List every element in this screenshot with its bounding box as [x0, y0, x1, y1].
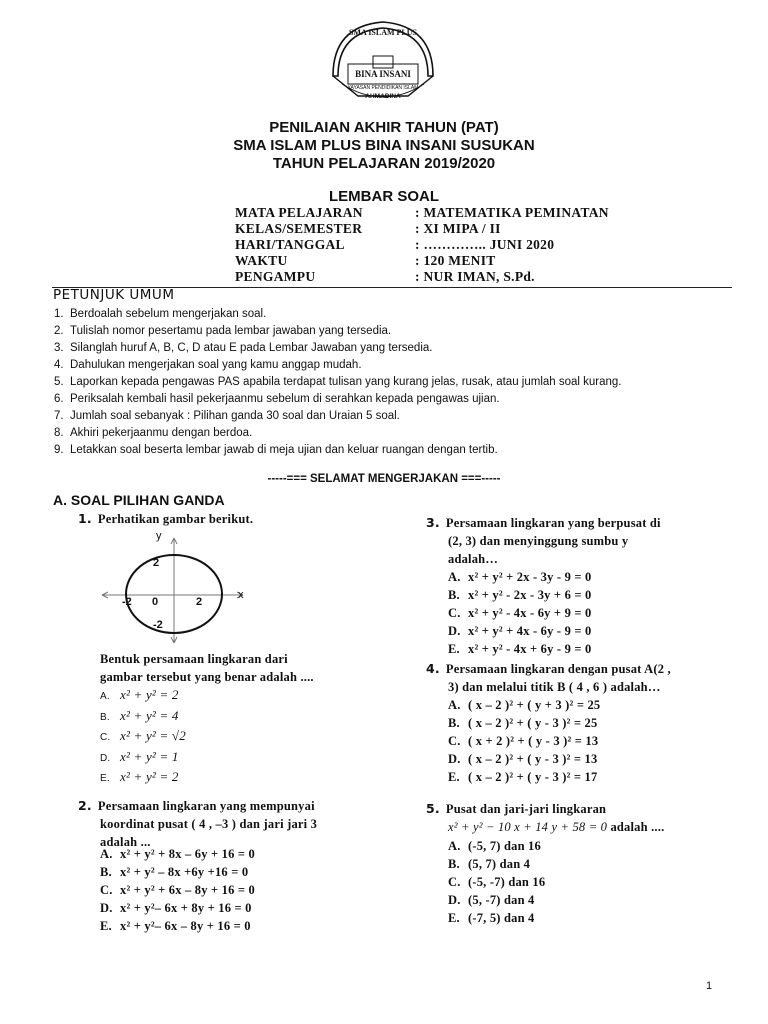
option-letter: A.: [448, 570, 461, 584]
option-letter: A.: [448, 698, 461, 712]
tick-y-pos: 2: [153, 557, 160, 569]
question-5: [426, 800, 664, 836]
instruction-item: [54, 359, 362, 371]
option[interactable]: [100, 748, 186, 769]
instruction-item: [54, 427, 252, 439]
logo-foundation-name: AHMADINA: [365, 93, 401, 100]
question-line: koordinat pusat ( 4 , –3 ) dan jari jari 3: [100, 817, 318, 831]
option[interactable]: [100, 845, 255, 863]
instruction-item: [54, 342, 432, 354]
option[interactable]: [100, 899, 255, 917]
option[interactable]: [448, 586, 591, 604]
option-letter: B.: [448, 857, 460, 871]
option-letter: D.: [100, 752, 111, 764]
option-letter: B.: [448, 588, 460, 602]
instruction-item: [54, 376, 622, 388]
question-3: [426, 514, 726, 568]
instruction-number: 5.: [54, 376, 64, 388]
instruction-text: Berdoalah sebelum mengerjakan soal.: [70, 308, 267, 320]
option-text: (-7, 5) dan 4: [468, 911, 535, 925]
instruction-number: 1.: [54, 308, 64, 320]
option-letter: E.: [100, 919, 112, 933]
option-letter: D.: [448, 893, 461, 907]
option[interactable]: [448, 604, 591, 622]
instruction-text: Silanglah huruf A, B, C, D atau E pada Lembar Jawaban yang tersedia.: [70, 342, 433, 354]
option[interactable]: [448, 855, 545, 873]
option-text: x² + y² = 1: [120, 748, 179, 764]
question-1-options: [100, 686, 186, 789]
instruction-number: 8.: [54, 427, 64, 439]
question-4: [426, 660, 671, 696]
option[interactable]: [100, 727, 186, 748]
option-text: x² + y²– 6x – 8y + 16 = 0: [120, 919, 251, 933]
option-letter: D.: [448, 752, 461, 766]
question-number: 4.: [426, 661, 440, 676]
question-line: (2, 3) dan menyinggung sumbu y: [448, 534, 629, 548]
info-label: MATA PELAJARAN: [235, 205, 363, 220]
option-letter: C.: [100, 883, 113, 897]
instructions-heading: PETUNJUK UMUM: [53, 287, 175, 303]
option-letter: C.: [100, 732, 111, 743]
option-letter: E.: [448, 911, 460, 925]
instruction-number: 3.: [54, 342, 64, 354]
tick-x-neg: -2: [122, 596, 132, 608]
info-label: PENGAMPU: [235, 269, 316, 284]
option[interactable]: [448, 732, 600, 750]
option[interactable]: [100, 917, 255, 935]
question-prompt: Perhatikan gambar berikut.: [97, 512, 254, 526]
exam-title: PENILAIAN AKHIR TAHUN (PAT): [269, 119, 499, 136]
instruction-item: [54, 325, 391, 337]
option-text: x² + y² - 4x + 6y - 9 = 0: [468, 642, 592, 656]
option-text: (5, -7) dan 4: [468, 893, 535, 907]
option-text: x² + y² - 4x - 6y + 9 = 0: [468, 606, 592, 620]
instruction-number: 6.: [54, 393, 64, 405]
question-5-options: [448, 837, 545, 927]
option-letter: B.: [100, 711, 110, 723]
instruction-number: 7.: [54, 410, 64, 422]
option-text: x² + y² = 4: [120, 707, 179, 723]
info-value: : XI MIPA / II: [415, 221, 501, 236]
instruction-number: 4.: [54, 359, 64, 371]
instruction-text: Periksalah kembali hasil pekerjaanmu sebelum di serahkan kepada pengawas ujian.: [70, 393, 500, 405]
info-value: : ………….. JUNI 2020: [415, 237, 555, 252]
option-text: ( x – 2 )² + ( y - 3 )² = 13: [468, 752, 598, 766]
option-text: x² + y² + 4x - 6y - 9 = 0: [468, 624, 592, 638]
option-letter: C.: [448, 606, 461, 620]
question-1: [78, 510, 253, 528]
logo-foundation: YAYASAN PENDIDIKAN ISLAM: [347, 85, 419, 91]
option-letter: E.: [100, 773, 110, 784]
school-name: SMA ISLAM PLUS BINA INSANI SUSUKAN: [233, 137, 535, 154]
question-line: 3) dan melalui titik B ( 4 , 6 ) adalah…: [448, 680, 661, 694]
option-text: ( x + 2 )² + ( y - 3 )² = 13: [468, 734, 599, 748]
option[interactable]: [448, 909, 545, 927]
info-label: KELAS/SEMESTER: [235, 221, 363, 236]
instruction-item: [54, 393, 500, 405]
option[interactable]: [448, 714, 600, 732]
doc-title: LEMBAR SOAL: [329, 188, 439, 205]
option[interactable]: [448, 696, 600, 714]
info-label: HARI/TANGGAL: [235, 237, 345, 252]
option-letter: C.: [448, 875, 461, 889]
instruction-text: Laporkan kepada pengawas PAS apabila terdapat tulisan yang kurang jelas, rusak, atau jumlah soal kurang.: [70, 376, 622, 388]
option-letter: A.: [100, 691, 110, 702]
academic-year: TAHUN PELAJARAN 2019/2020: [272, 155, 496, 172]
option-text: ( x – 2 )² + ( y - 3 )² = 25: [468, 716, 598, 730]
option[interactable]: [100, 881, 255, 899]
question-line: Pusat dan jari-jari lingkaran: [445, 802, 607, 816]
option[interactable]: [100, 686, 186, 707]
question-line: adalah…: [448, 552, 499, 566]
question-equation: x² + y² − 10 x + 14 y + 58 = 0: [448, 820, 608, 834]
instruction-text: Letakkan soal beserta lembar jawab di meja ujian dan keluar ruangan dengan tertib.: [70, 444, 498, 456]
circle-graph: [98, 530, 258, 645]
option-letter: C.: [448, 734, 461, 748]
option-letter: A.: [448, 839, 461, 853]
option-text: x² + y² - 2x - 3y + 6 = 0: [468, 588, 592, 602]
option-text: x² + y² + 8x – 6y + 16 = 0: [120, 847, 255, 861]
option-text: x² + y² = √2: [120, 728, 186, 743]
option[interactable]: [448, 837, 545, 855]
instruction-text: Jumlah soal sebanyak : Pilihan ganda 30 soal dan Uraian 5 soal.: [70, 410, 400, 422]
option[interactable]: [448, 622, 591, 640]
option-letter: D.: [448, 624, 461, 638]
section-a-title: A. SOAL PILIHAN GANDA: [53, 492, 225, 508]
tick-origin: 0: [152, 596, 159, 608]
question-number: 1.: [78, 511, 92, 526]
logo-center-text: BINA INSANI: [355, 69, 411, 79]
option-letter: E.: [448, 642, 460, 656]
question-line: Persamaan lingkaran yang mempunyai: [97, 799, 315, 813]
question-line: Persamaan lingkaran yang berpusat di: [445, 516, 661, 530]
question-number: 3.: [426, 515, 440, 530]
option-text: x² + y²– 6x + 8y + 16 = 0: [120, 901, 252, 915]
option[interactable]: [100, 707, 186, 728]
question-4-options: [448, 696, 600, 786]
instruction-text: Dahulukan mengerjakan soal yang kamu anggap mudah.: [70, 359, 362, 371]
option-text: x² + y² + 2x - 3y - 9 = 0: [468, 570, 592, 584]
question-line: Bentuk persamaan lingkaran dari: [100, 652, 288, 666]
y-axis-label: y: [156, 530, 162, 542]
question-suffix: adalah ....: [610, 820, 665, 834]
instruction-item: [54, 444, 498, 456]
option-text: x² + y² + 6x – 8y + 16 = 0: [120, 883, 255, 897]
option-text: ( x – 2 )² + ( y - 3 )² = 17: [468, 770, 598, 784]
question-line: Persamaan lingkaran dengan pusat A(2 ,: [445, 662, 671, 676]
option-letter: B.: [100, 865, 112, 879]
option-letter: E.: [448, 770, 460, 784]
option[interactable]: [448, 891, 545, 909]
option[interactable]: [448, 640, 591, 658]
option-text: x² + y² – 8x +6y +16 = 0: [120, 865, 249, 879]
option[interactable]: [448, 750, 600, 768]
question-2-options: [100, 845, 255, 935]
question-2: [78, 797, 317, 851]
option[interactable]: [448, 873, 545, 891]
question-number: 5.: [426, 801, 440, 816]
option[interactable]: [100, 768, 186, 789]
option-text: x² + y² = 2: [120, 769, 179, 784]
tick-y-neg: -2: [153, 619, 163, 631]
option-letter: B.: [448, 716, 460, 730]
info-value: : 120 MENIT: [415, 253, 496, 268]
question-line: adalah ...: [100, 835, 151, 849]
instruction-text: Tulislah nomor pesertamu pada lembar jawaban yang tersedia.: [70, 325, 392, 337]
option-text: (5, 7) dan 4: [468, 857, 531, 871]
option[interactable]: [448, 768, 600, 786]
question-1-text: [100, 650, 314, 686]
x-axis-label: x: [238, 589, 244, 601]
instruction-item: [54, 410, 400, 422]
option-text: (-5, 7) dan 16: [468, 839, 541, 853]
tick-x-pos: 2: [196, 596, 203, 608]
instruction-item: [54, 308, 266, 320]
option-letter: D.: [100, 901, 113, 915]
option[interactable]: [100, 863, 255, 881]
question-line: gambar tersebut yang benar adalah ....: [100, 670, 314, 684]
greeting: -----=== SELAMAT MENGERJAKAN ===-----: [267, 473, 501, 485]
question-3-options: [448, 568, 591, 658]
logo-arc-text: SMA ISLAM PLUS: [348, 28, 417, 37]
question-number: 2.: [78, 798, 92, 813]
instruction-number: 9.: [54, 444, 64, 456]
option[interactable]: [448, 568, 591, 586]
info-value: : MATEMATIKA PEMINATAN: [415, 205, 609, 220]
page-number: 1: [706, 980, 713, 992]
info-label: WAKTU: [235, 253, 288, 268]
option-text: ( x – 2 )² + ( y + 3 )² = 25: [468, 698, 601, 712]
circle-graph-svg: [98, 530, 258, 645]
instruction-number: 2.: [54, 325, 64, 337]
info-value: : NUR IMAN, S.Pd.: [415, 269, 535, 284]
school-logo: [318, 14, 448, 114]
option-text: (-5, -7) dan 16: [468, 875, 546, 889]
option-text: x² + y² = 2: [120, 687, 179, 702]
option-letter: A.: [100, 847, 113, 861]
instruction-text: Akhiri pekerjaanmu dengan berdoa.: [70, 427, 253, 439]
